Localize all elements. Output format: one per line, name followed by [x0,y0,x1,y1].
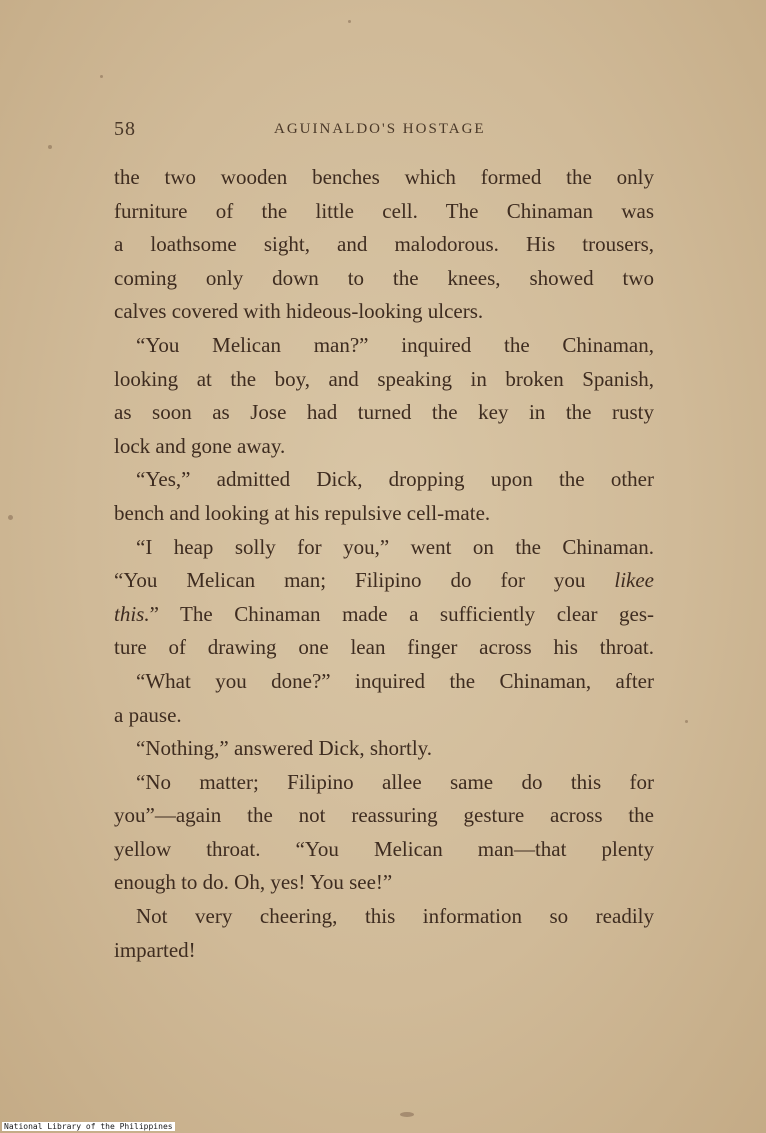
text-line: calves covered with hideous-looking ulcers. [114,299,484,324]
text-line: a loathsome sight, and malodorous. His trousers, [114,232,654,257]
text-line: “What you done?” inquired the Chinaman, after [136,668,654,693]
footer-credit: National Library of the Philippines [4,1122,173,1131]
text-line: “You Melican man; Filipino do for you likee [114,568,654,593]
text-line: enough to do. Oh, yes! You see!” [114,870,393,895]
text-line: lock and gone away. [114,433,286,458]
paper-speck [100,75,103,78]
text-line: you”—again the not reassuring gesture across the [114,803,654,828]
text-line: “You Melican man?” inquired the Chinaman, [136,332,654,357]
paper-speck [48,145,52,149]
text-line: the two wooden benches which formed the only [114,165,654,189]
text-line: yellow throat. “You Melican man—that plenty [114,836,654,861]
paper-speck [8,515,13,520]
text-line: imparted! [114,937,196,962]
paper-speck [348,20,351,23]
text-line: “No matter; Filipino allee same do this for [136,769,654,794]
text-line: furniture of the little cell. The Chinaman was [114,198,654,223]
text-line: looking at the boy, and speaking in broken Spanish, [114,366,654,391]
text-line: “Nothing,” answered Dick, shortly. [136,736,433,761]
body-text [114,161,654,967]
text-line: as soon as Jose had turned the key in the rusty [114,400,654,425]
text-line: this.” The Chinaman made a sufficiently clear ges- [114,601,654,626]
text-line: coming only down to the knees, showed two [114,265,654,290]
text-line: a pause. [114,702,182,727]
paper-speck [685,720,688,723]
page-header [114,118,654,148]
text-line: ture of drawing one lean finger across his throat. [114,635,654,660]
text-line: “Yes,” admitted Dick, dropping upon the other [136,467,654,492]
page-number: 58 [114,118,136,140]
paper-speck [400,1112,414,1117]
text-line: Not very cheering, this information so readily [136,904,654,929]
text-line: “I heap solly for you,” went on the Chinaman. [136,534,654,559]
text-line: bench and looking at his repulsive cell-mate. [114,500,491,525]
running-head: AGUINALDO'S HOSTAGE [274,121,486,137]
